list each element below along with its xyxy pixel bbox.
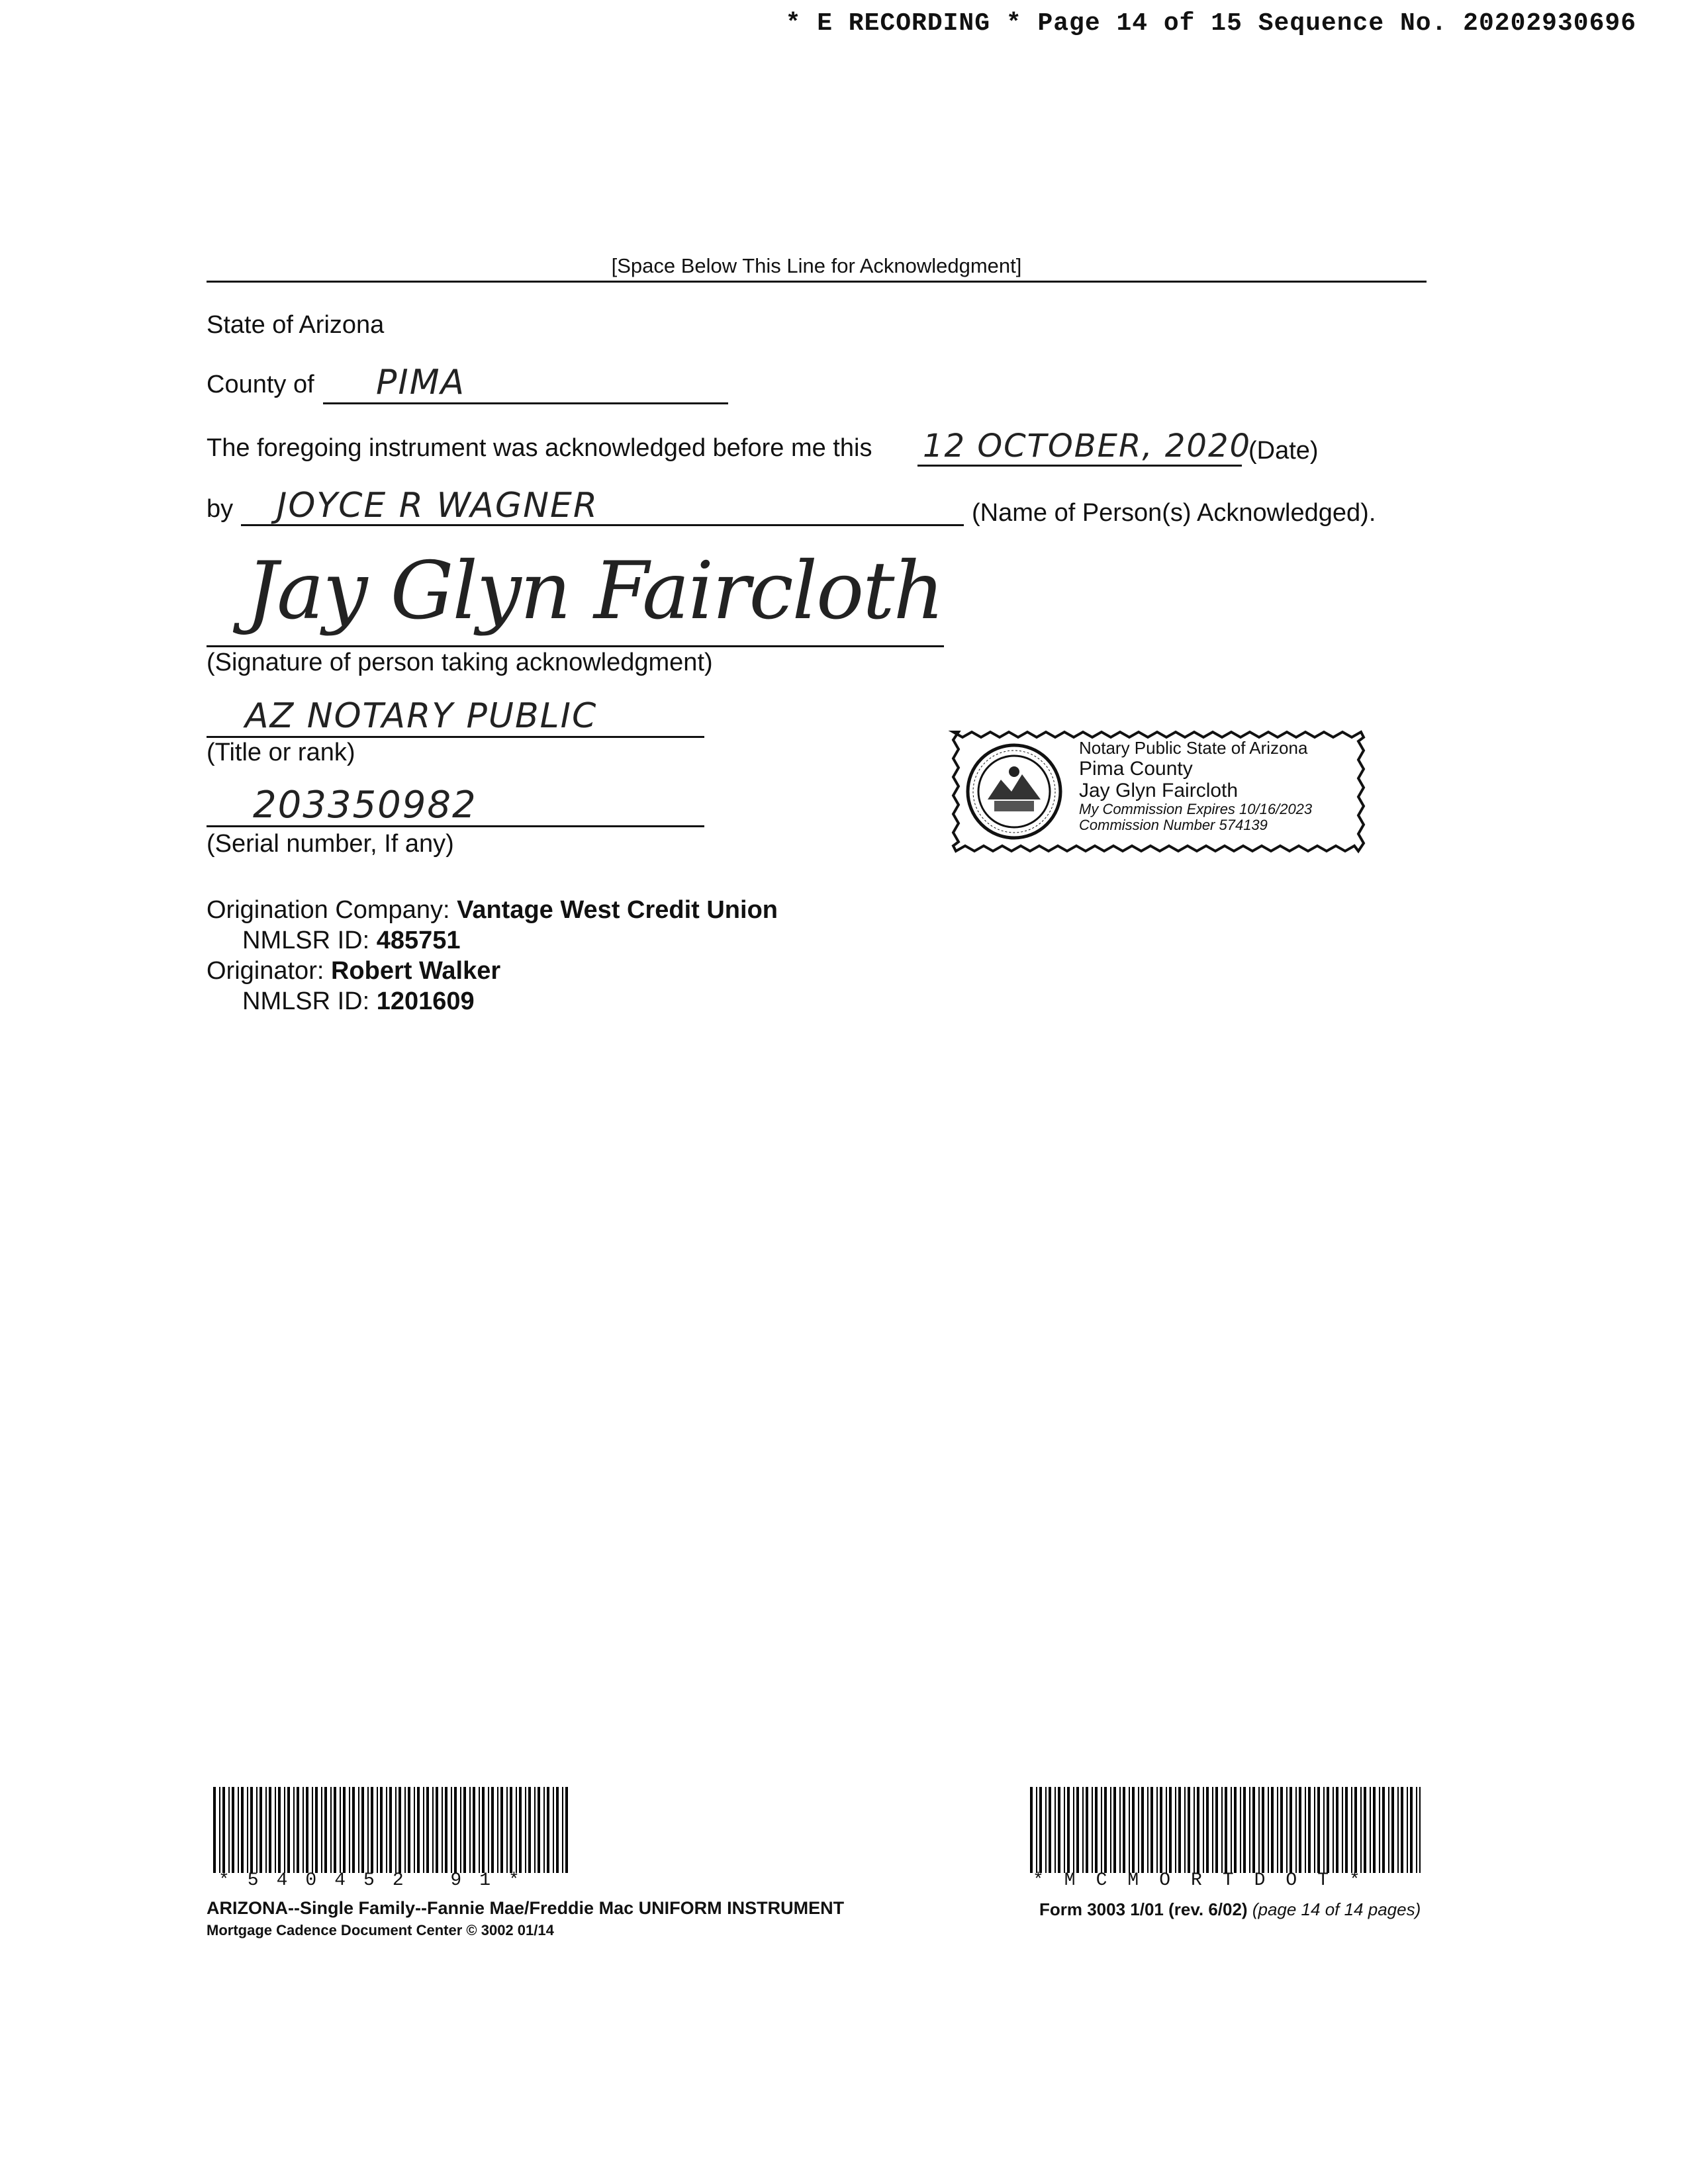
barcode-bar (1416, 1787, 1417, 1873)
barcode-bar (1407, 1787, 1408, 1873)
barcode-bar (293, 1787, 295, 1873)
barcode-bar (361, 1787, 364, 1873)
footer-left-line2: Mortgage Cadence Document Center © 3002 01/14 (207, 1922, 554, 1938)
barcode-bar (1419, 1787, 1421, 1873)
barcode-bar (1333, 1787, 1334, 1873)
barcode-bar (491, 1787, 494, 1873)
barcode-bar (238, 1787, 239, 1873)
barcode-bar (1132, 1787, 1135, 1873)
space-below-label: [Space Below This Line for Acknowledgment] (611, 254, 1022, 277)
barcode-bar (1342, 1787, 1343, 1873)
barcode-bar (399, 1787, 401, 1873)
barcode-bar (228, 1787, 230, 1873)
barcode-bar (330, 1787, 332, 1873)
barcode-bar (219, 1787, 220, 1873)
barcode-bar (519, 1787, 522, 1873)
barcode-bar (1354, 1787, 1357, 1873)
barcode-bar (1258, 1787, 1260, 1873)
barcode-bar (1231, 1787, 1232, 1873)
barcode-bar (1262, 1787, 1264, 1873)
signature-field (207, 545, 944, 647)
date-field (917, 428, 1252, 467)
barcode-bar (1299, 1787, 1301, 1873)
barcode-bar (321, 1787, 322, 1873)
barcode-bar (349, 1787, 350, 1873)
barcode-bar (377, 1787, 378, 1873)
person-suffix: (Name of Person(s) Acknowledged). (972, 499, 1376, 527)
footer-pages: (page 14 of 14 pages) (1252, 1899, 1421, 1919)
barcode-bar (1110, 1787, 1111, 1873)
barcode-bar (213, 1787, 216, 1873)
barcode-bar (306, 1787, 308, 1873)
barcode-bar (367, 1787, 369, 1873)
barcode-bar (1188, 1787, 1190, 1873)
barcode-bar (454, 1787, 457, 1873)
barcode-bar (1286, 1787, 1288, 1873)
company-nmls-label: NMLSR ID: (242, 927, 370, 954)
barcode-bar (1397, 1787, 1399, 1873)
barcode-bar (547, 1787, 549, 1873)
serial-field (207, 781, 704, 827)
barcode-bar (395, 1787, 397, 1873)
barcode-bar (565, 1787, 568, 1873)
barcode-bar (1166, 1787, 1167, 1873)
barcode-bar (445, 1787, 447, 1873)
barcode-right-text: *MCMORTDOT* (1033, 1870, 1381, 1891)
barcode-bar (404, 1787, 406, 1873)
barcode-bar (1212, 1787, 1213, 1873)
barcode-bar (1351, 1787, 1352, 1873)
stamp-text-block (1079, 739, 1312, 833)
barcode-bar (1234, 1787, 1237, 1873)
barcode-bar (426, 1787, 429, 1873)
barcode-bar (463, 1787, 466, 1873)
barcode-bar (534, 1787, 536, 1873)
barcode-bar (1252, 1787, 1255, 1873)
barcode-bar (1382, 1787, 1385, 1873)
barcode-bar (1147, 1787, 1149, 1873)
barcode-bar (1364, 1787, 1366, 1873)
barcode-bar (1101, 1787, 1102, 1873)
barcode-bar (1203, 1787, 1204, 1873)
date-value: 12 OCTOBER, 2020 (923, 428, 1252, 465)
barcode-bar (352, 1787, 355, 1873)
barcode-bar (371, 1787, 373, 1873)
barcode-left (213, 1787, 571, 1873)
barcode-bar (1138, 1787, 1139, 1873)
notary-stamp (947, 725, 1370, 858)
barcode-bar (1064, 1787, 1065, 1873)
barcode-bar (1119, 1787, 1121, 1873)
barcode-bar (1175, 1787, 1176, 1873)
company-nmls-value: 485751 (376, 927, 461, 954)
title-field (207, 695, 704, 738)
barcode-bar (1243, 1787, 1246, 1873)
barcode-bar (1215, 1787, 1218, 1873)
barcode-bar (284, 1787, 285, 1873)
barcode-bar (1317, 1787, 1320, 1873)
barcode-bar (241, 1787, 244, 1873)
barcode-bar (1410, 1787, 1413, 1873)
barcode-bar (1323, 1787, 1325, 1873)
barcode-bar (1055, 1787, 1056, 1873)
barcode-bar (275, 1787, 276, 1873)
barcode-bar (324, 1787, 327, 1873)
barcode-bar (528, 1787, 531, 1873)
stamp-line-5: Commission Number 574139 (1079, 816, 1268, 833)
barcode-bar (423, 1787, 424, 1873)
footer-left-line1 (207, 1898, 844, 1919)
barcode-bar (553, 1787, 554, 1873)
by-label: by (207, 495, 234, 523)
barcode-bar (1073, 1787, 1074, 1873)
barcode-bar (340, 1787, 341, 1873)
barcode-bar (1095, 1787, 1098, 1873)
stamp-line-2: Pima County (1079, 757, 1193, 780)
barcode-bar (1305, 1787, 1306, 1873)
arizona-seal-icon (965, 743, 1063, 841)
barcode-bar (1086, 1787, 1088, 1873)
originator-nmls-label: NMLSR ID: (242, 987, 370, 1015)
barcode-bar (1104, 1787, 1107, 1873)
barcode-bar (343, 1787, 346, 1873)
serial-value: 203350982 (253, 784, 477, 827)
barcode-bar (451, 1787, 452, 1873)
barcode-bar (312, 1787, 313, 1873)
serial-label: (Serial number, If any) (207, 830, 454, 858)
barcode-bar (386, 1787, 387, 1873)
barcode-bar (488, 1787, 489, 1873)
barcode-bar (247, 1787, 248, 1873)
barcode-left-text: *540452 91* (218, 1870, 538, 1891)
barcode-bar (510, 1787, 512, 1873)
barcode-bar (1150, 1787, 1153, 1873)
barcode-bar (1388, 1787, 1389, 1873)
barcode-bar (1049, 1787, 1051, 1873)
originator-value: Robert Walker (330, 957, 501, 985)
origination-company-label: Origination Company: (207, 896, 450, 924)
barcode-bar (297, 1787, 299, 1873)
barcode-bar (1295, 1787, 1297, 1873)
barcode-bar (1360, 1787, 1362, 1873)
origination-company-value: Vantage West Credit Union (457, 896, 778, 924)
barcode-bar (473, 1787, 475, 1873)
barcode-bar (436, 1787, 438, 1873)
barcode-bar (417, 1787, 420, 1873)
stamp-line-1: Notary Public State of Arizona (1079, 738, 1308, 758)
county-value: PIMA (376, 363, 466, 402)
barcode-bar (1391, 1787, 1394, 1873)
barcode-bar (482, 1787, 485, 1873)
barcode-bar (265, 1787, 267, 1873)
barcode-bar (1076, 1787, 1079, 1873)
date-suffix: (Date) (1248, 437, 1319, 465)
barcode-bar (1314, 1787, 1315, 1873)
acknowledgment-divider (207, 281, 1427, 283)
barcode-bar (460, 1787, 461, 1873)
barcode-bar (1240, 1787, 1241, 1873)
barcode-bar (287, 1787, 290, 1873)
originator-label: Originator: (207, 957, 324, 985)
title-label: (Title or rank) (207, 739, 355, 766)
barcode-bar (1030, 1787, 1033, 1873)
footer-instrument: --Single Family--Fannie Mae/Freddie Mac UNIFORM INSTRUMENT (288, 1898, 845, 1918)
originator-nmls-line (242, 987, 475, 1016)
barcode-bar (1268, 1787, 1269, 1873)
county-label: County of (207, 371, 314, 398)
barcode-bar (303, 1787, 304, 1873)
barcode-bar (1039, 1787, 1042, 1873)
barcode-bar (525, 1787, 526, 1873)
state-text: State of Arizona (207, 311, 385, 339)
footer-right-line (1039, 1899, 1421, 1920)
barcode-bar (1169, 1787, 1172, 1873)
barcode-bar (497, 1787, 498, 1873)
barcode-bar (1401, 1787, 1403, 1873)
stamp-line-3: Jay Glyn Faircloth (1079, 779, 1239, 801)
barcode-bar (1379, 1787, 1380, 1873)
barcode-bar (358, 1787, 359, 1873)
barcode-bar (538, 1787, 540, 1873)
barcode-bar (1206, 1787, 1209, 1873)
barcode-bar (222, 1787, 225, 1873)
barcode-bar (1045, 1787, 1047, 1873)
barcode-bar (479, 1787, 480, 1873)
barcode-bar (389, 1787, 392, 1873)
barcode-bar (1082, 1787, 1084, 1873)
notary-signature: Jay Glyn Faircloth (246, 545, 943, 637)
barcode-bar (1370, 1787, 1371, 1873)
barcode-bar (414, 1787, 415, 1873)
barcode-bar (543, 1787, 545, 1873)
barcode-bar (1113, 1787, 1116, 1873)
barcode-bar (269, 1787, 271, 1873)
barcode-bar (1123, 1787, 1125, 1873)
barcode-bar (506, 1787, 508, 1873)
barcode-bar (1156, 1787, 1158, 1873)
barcode-bar (1194, 1787, 1195, 1873)
barcode-bar (500, 1787, 503, 1873)
barcode-bar (1067, 1787, 1070, 1873)
barcode-bar (562, 1787, 563, 1873)
barcode-bar (1225, 1787, 1227, 1873)
barcode-bar (1178, 1787, 1181, 1873)
barcode-bar (1184, 1787, 1186, 1873)
barcode-bar (1289, 1787, 1292, 1873)
signature-label: (Signature of person taking acknowledgment) (207, 649, 713, 676)
barcode-bar (1345, 1787, 1348, 1873)
barcode-bar (256, 1787, 258, 1873)
originator-line (207, 957, 500, 985)
barcode-bar (1129, 1787, 1130, 1873)
barcode-bar (408, 1787, 410, 1873)
footer-state: ARIZONA (207, 1898, 288, 1918)
person-field (241, 486, 964, 526)
barcode-bar (1058, 1787, 1060, 1873)
barcode-bar (380, 1787, 383, 1873)
stamp-line-4: My Commission Expires 10/16/2023 (1079, 800, 1313, 817)
barcode-bar (1277, 1787, 1278, 1873)
county-field (323, 363, 728, 404)
barcode-bar (516, 1787, 517, 1873)
barcode-bar (1092, 1787, 1093, 1873)
barcode-bar (1141, 1787, 1144, 1873)
barcode-bar (1221, 1787, 1223, 1873)
barcode-right (1030, 1787, 1421, 1873)
barcode-bar (1249, 1787, 1250, 1873)
barcode-bar (432, 1787, 434, 1873)
footer-form: Form 3003 1/01 (rev. 6/02) (1039, 1899, 1248, 1919)
barcode-bar (1327, 1787, 1329, 1873)
barcode-bar (469, 1787, 471, 1873)
barcode-bar (259, 1787, 262, 1873)
barcode-bar (1160, 1787, 1162, 1873)
barcode-bar (556, 1787, 559, 1873)
barcode-bar (1336, 1787, 1338, 1873)
barcode-bar (1271, 1787, 1274, 1873)
barcode-bar (232, 1787, 234, 1873)
title-value: AZ NOTARY PUBLIC (245, 696, 598, 736)
barcode-bar (1373, 1787, 1376, 1873)
recording-header: * E RECORDING * Page 14 of 15 Sequence No. 20202930696 (785, 9, 1636, 38)
barcode-bar (315, 1787, 318, 1873)
barcode-bar (278, 1787, 281, 1873)
company-nmls-line (242, 927, 461, 955)
originator-nmls-value: 1201609 (376, 987, 475, 1015)
barcode-bar (1036, 1787, 1037, 1873)
barcode-bar (250, 1787, 253, 1873)
foregoing-text: The foregoing instrument was acknowledged before me this (207, 434, 872, 462)
barcode-bar (442, 1787, 443, 1873)
barcode-bar (1280, 1787, 1283, 1873)
barcode-bar (1197, 1787, 1199, 1873)
origination-company-line (207, 896, 778, 925)
person-value: JOYCE R WAGNER (277, 486, 599, 525)
barcode-bar (334, 1787, 336, 1873)
barcode-bar (1308, 1787, 1311, 1873)
